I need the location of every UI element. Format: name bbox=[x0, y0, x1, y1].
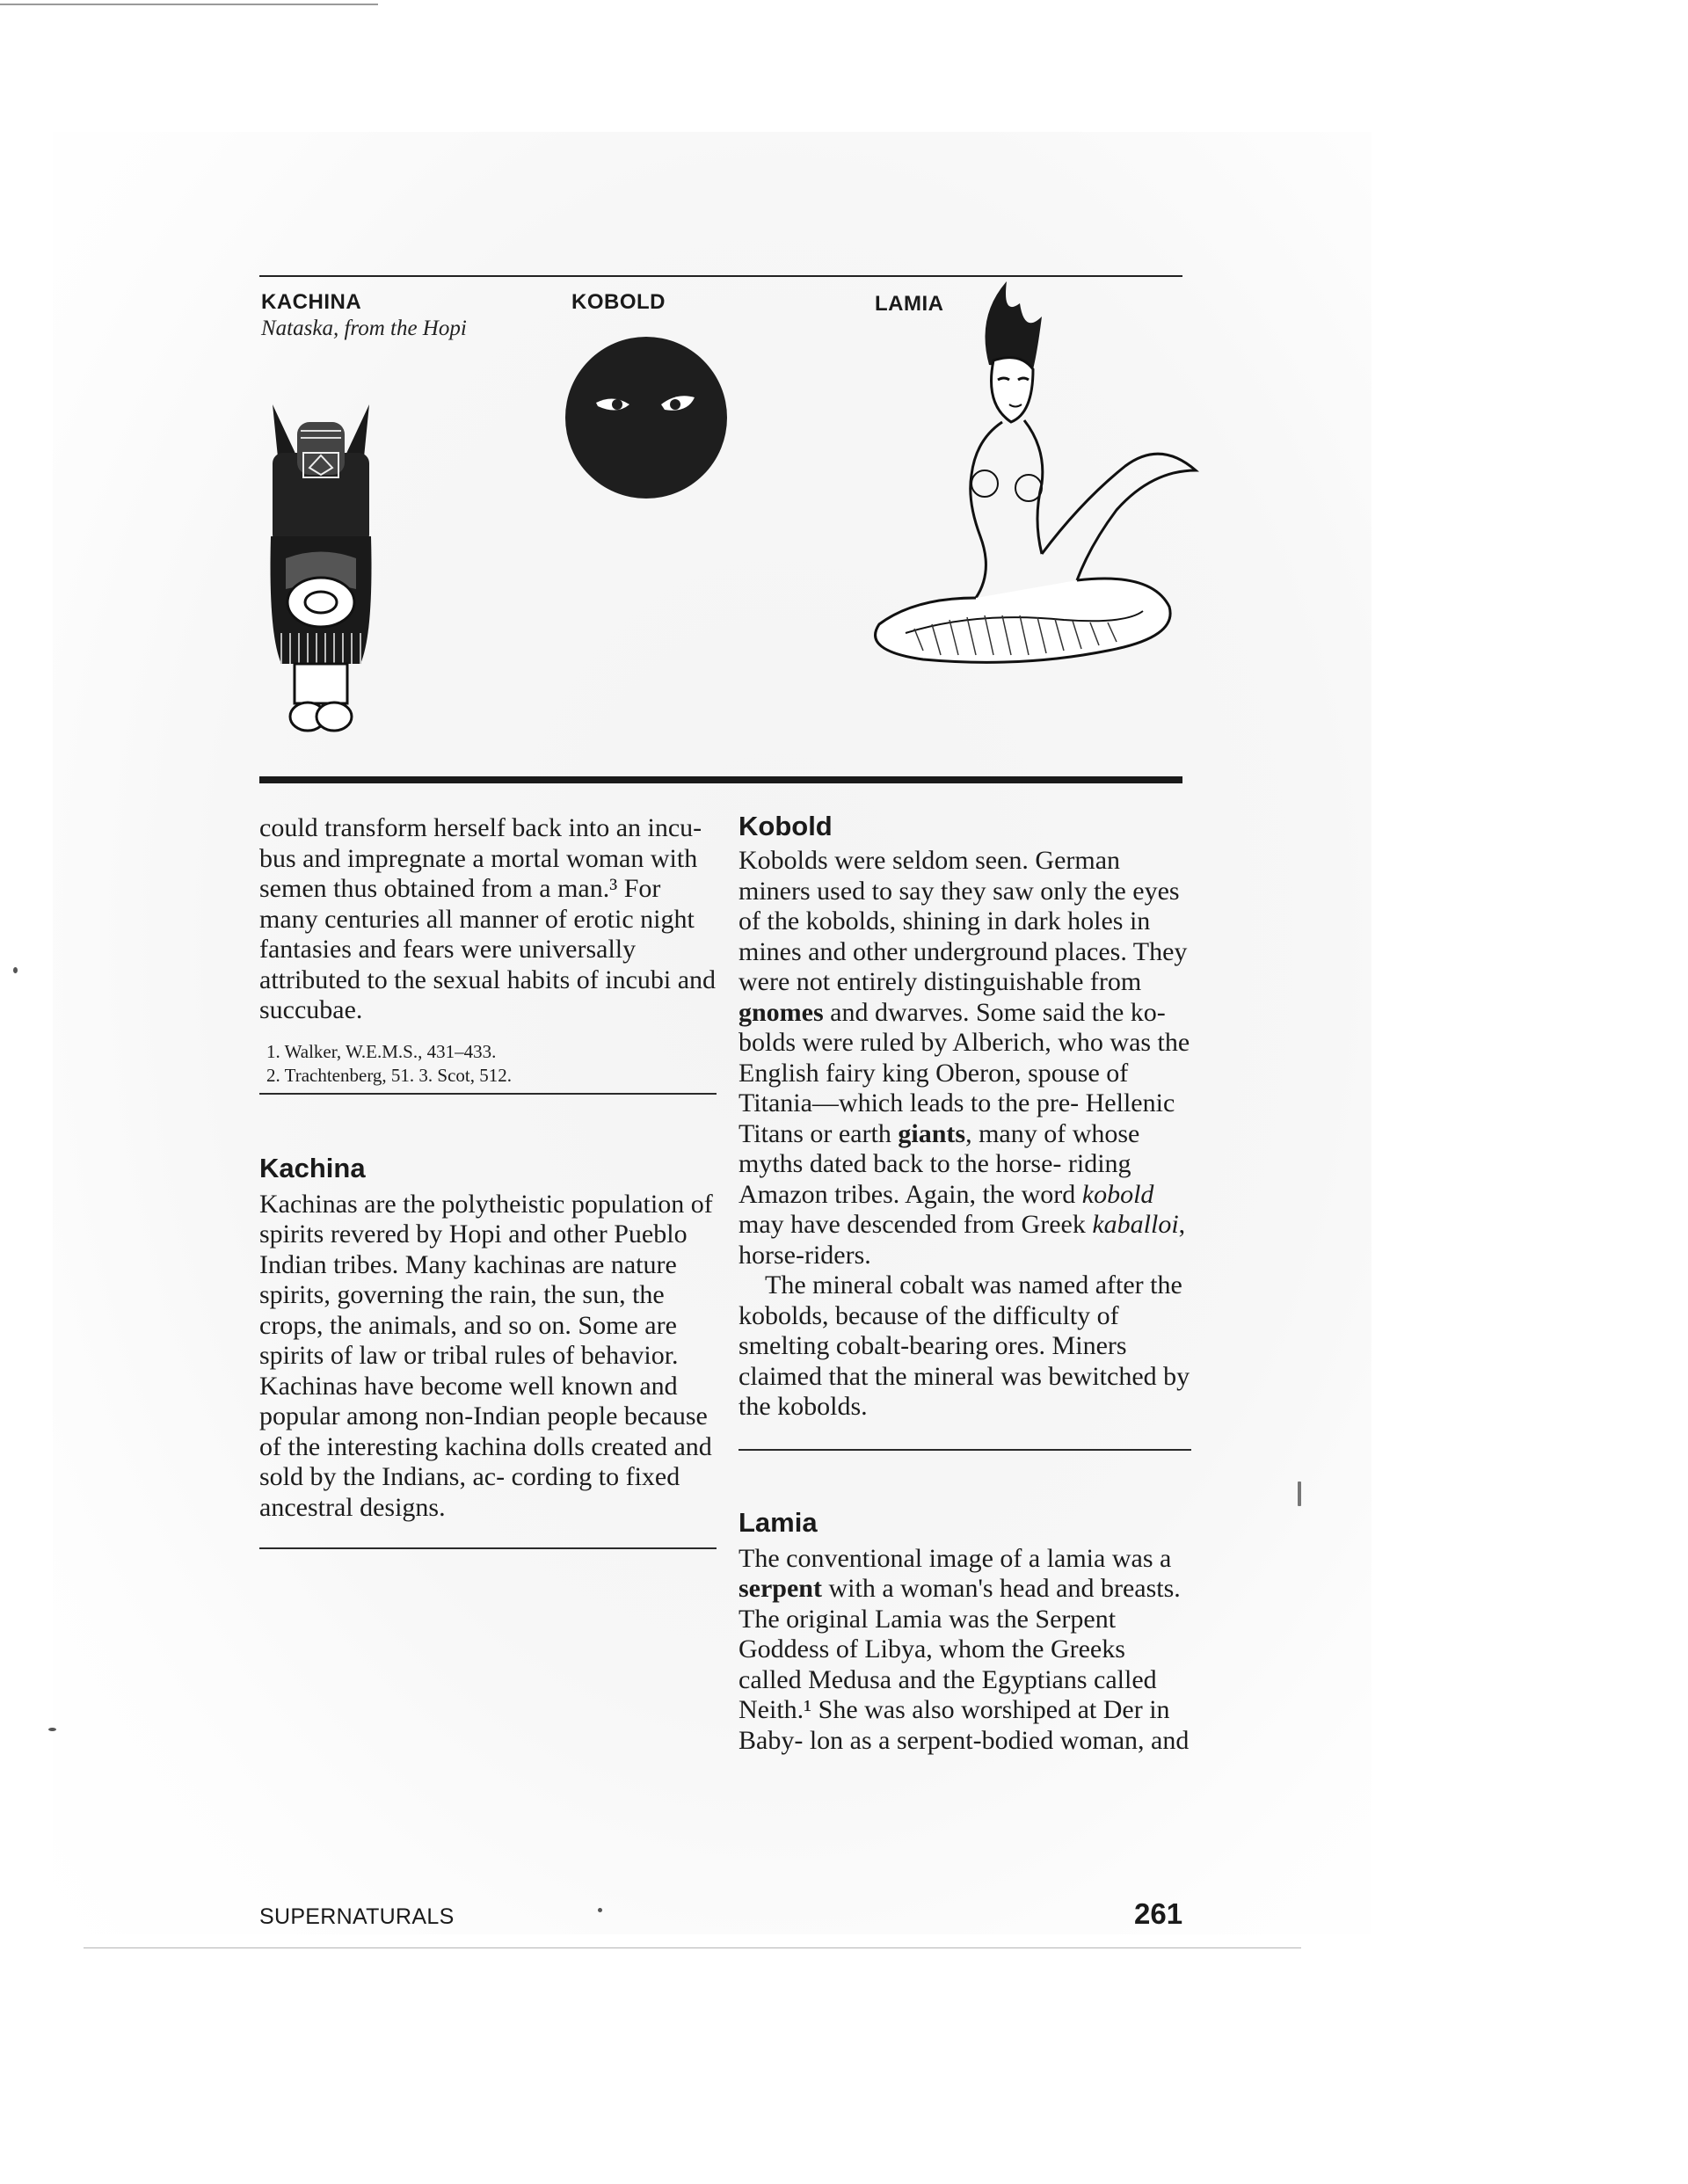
kobold-figure-label: KOBOLD bbox=[571, 290, 666, 314]
page-number: 261 bbox=[1134, 1897, 1183, 1930]
footnotes bbox=[259, 1040, 717, 1088]
footnote: 1. Walker, W.E.M.S., 431–433. bbox=[266, 1040, 497, 1062]
lamia-heading: Lamia bbox=[738, 1506, 818, 1538]
kachina-heading: Kachina bbox=[259, 1152, 366, 1183]
scan-speck bbox=[1298, 1481, 1301, 1506]
scan-speck bbox=[598, 1908, 602, 1912]
scan-edge-line-bottom bbox=[84, 1947, 1301, 1948]
kobold-paragraph: Kobolds were seldom seen. German miners used to say they saw only the eyes of the kobolds, shining in dark holes in mines and other underground places. They were not entirely distinguishable from gnomes and dwarves. Some said the ko- bolds were ruled by Alberich, who was the English fairy king Oberon, spouse of Titania—which leads to the pre- Hellenic Titans or earth giants, many of whose myths dated back to the horse- riding Amazon tribes. Again, the word kobold may have descended from Greek kaballoi, horse-riders. bbox=[738, 846, 1190, 1270]
scan-speck bbox=[48, 1728, 56, 1731]
footnote: 2. Trachtenberg, 51. 3. Scot, 512. bbox=[266, 1064, 513, 1086]
figure-top-rule bbox=[259, 275, 1182, 277]
lamia-illustration bbox=[844, 281, 1204, 668]
scan-speck bbox=[13, 967, 18, 973]
section-rule bbox=[259, 1547, 717, 1549]
kachina-doll-illustration bbox=[255, 369, 387, 747]
giants-crossref: giants bbox=[898, 1118, 966, 1148]
serpent-crossref: serpent bbox=[738, 1574, 822, 1603]
section-rule bbox=[738, 1449, 1191, 1451]
right-column bbox=[738, 809, 1191, 1756]
scan-edge-line bbox=[0, 4, 378, 5]
lamia-paragraph: The conventional image of a lamia was a serpent with a woman's head and breasts. The original Lamia was the Serpent Goddess of Libya, whom the Greeks called Medusa and the Egyptians called Neith.¹ She was also worshiped at Der in Baby- lon as a serpent-bodied woman, and bbox=[738, 1543, 1190, 1755]
kobold-illustration bbox=[563, 334, 730, 501]
kachina-figure-label: KACHINA bbox=[261, 290, 362, 314]
figure-bottom-rule bbox=[259, 776, 1182, 783]
gnomes-crossref: gnomes bbox=[738, 997, 824, 1027]
kachina-figure-caption: Nataska, from the Hopi bbox=[261, 317, 467, 340]
kobold-heading: Kobold bbox=[738, 811, 833, 841]
lamia-figure-label: LAMIA bbox=[875, 292, 944, 316]
section-rule bbox=[259, 1093, 717, 1095]
left-column bbox=[259, 813, 717, 1549]
cobalt-paragraph: The mineral cobalt was named after the kobolds, because of the difficulty of smelting cobalt-bearing ores. Miners claimed that the mineral was bewitched by the kobolds. bbox=[738, 1270, 1190, 1421]
kachina-paragraph: Kachinas are the polytheistic population of spirits revered by Hopi and other Pueblo Indian tribes. Many kachinas are nature spirits, governing the rain, the sun, the crops, the animals, and so on. Some are spirits of law or tribal rules of behavior. Kachinas have become well known and popular among non-Indian people because of the interesting kachina dolls created and sold by the Indians, ac- cording to fixed ancestral designs. bbox=[259, 1189, 713, 1522]
incubus-continuation-paragraph: could transform herself back into an incu- bus and impregnate a mortal woman with semen thus obtained from a man.³ For many centuries all manner of erotic night fantasies and fears were universally attributed to the sexual habits of incubi and succubae. bbox=[259, 813, 717, 1024]
running-footer-section: SUPERNATURALS bbox=[259, 1904, 455, 1929]
